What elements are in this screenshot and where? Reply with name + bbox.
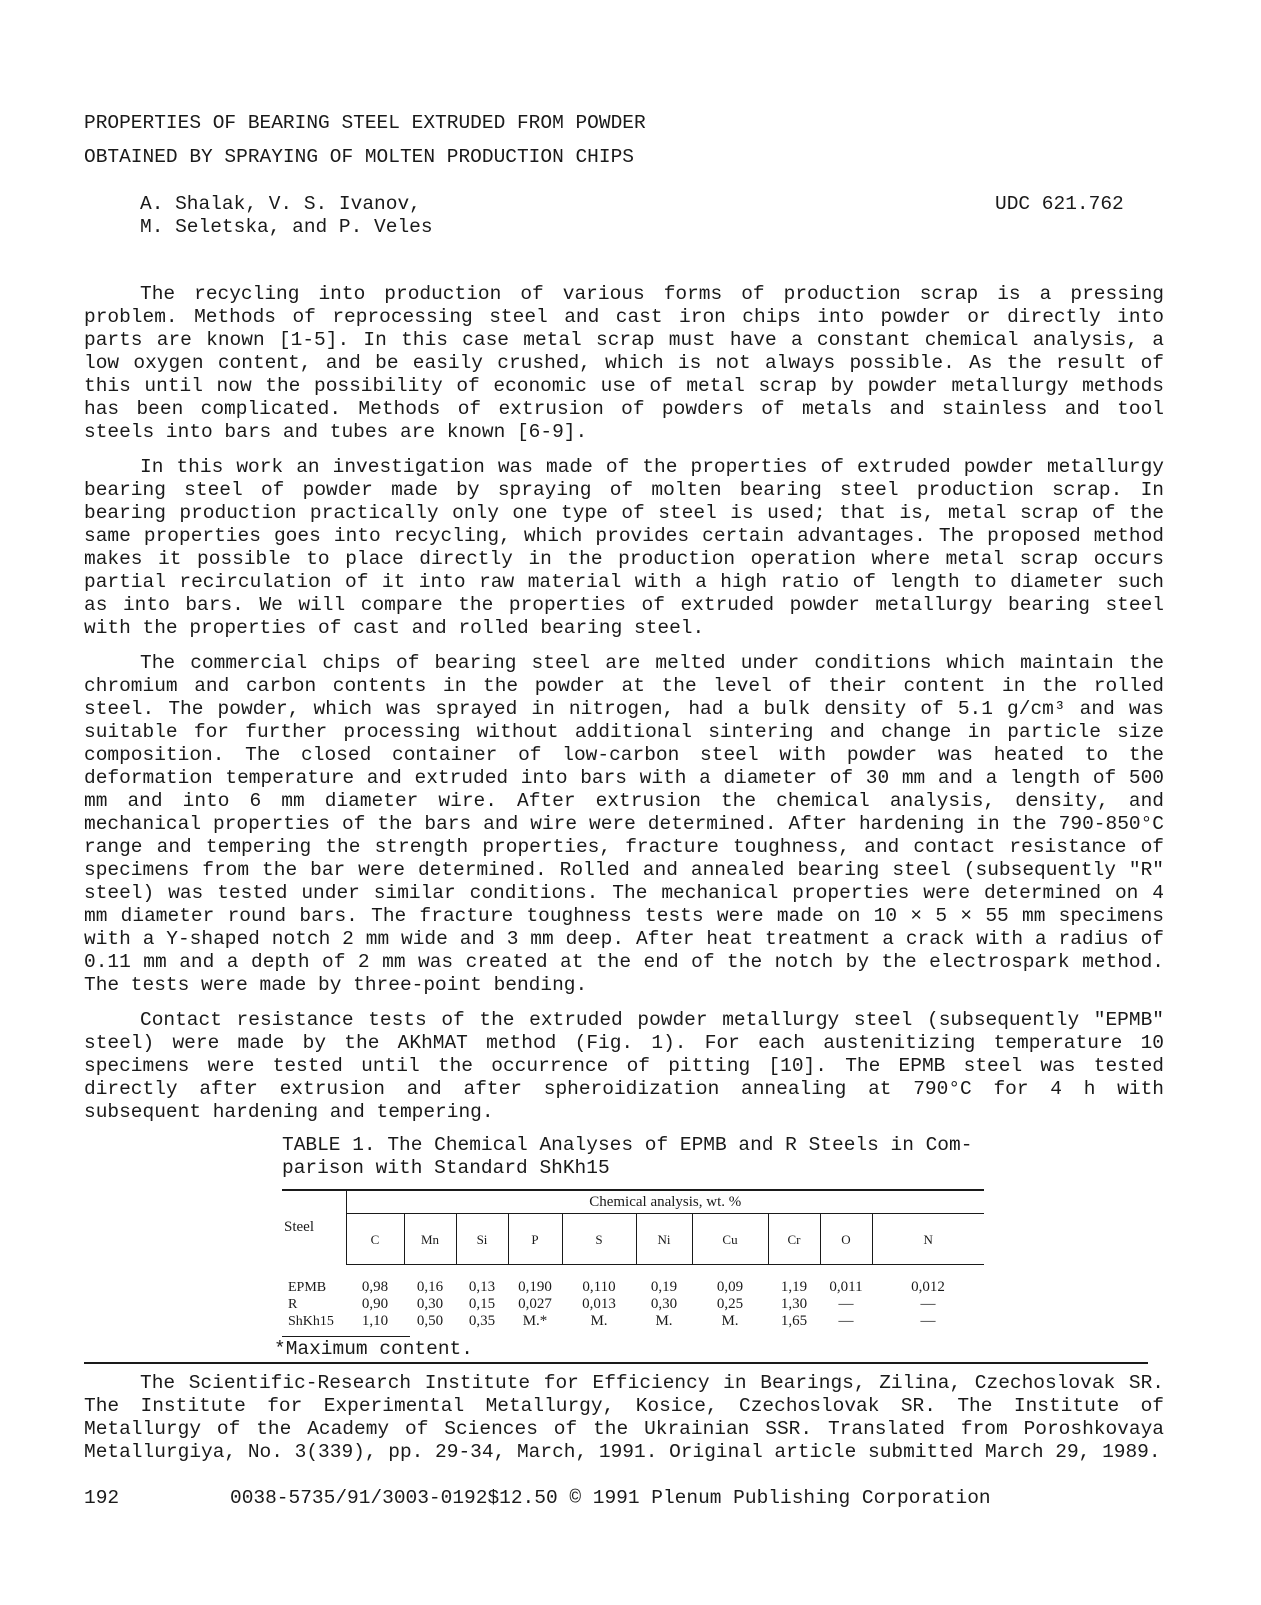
table-footnote-rule [282,1336,410,1337]
table-cell: 0,35 [468,1313,496,1329]
table-cell: 0,19 [650,1279,678,1295]
affiliation-note: The Scientific-Research Institute for Efficiency in Bearings, Zilina, Czechoslovak SR. The Institute for Experimental Metallurgy, Kosice, Czechoslovak SR. The Institute of Metallurgy of the Academy of Sciences of the Ukrainian SSR. Translated from Poroshkovaya Metallurgiya, No. 3(339), pp. 29-34, March, 1991. Original article submitted March 29, 1989. [84,1372,1164,1463]
element-header: N [872,1214,984,1265]
table-cell: 0,13 [468,1279,496,1295]
element-header: Mn [404,1214,456,1265]
paragraph-2: In this work an investigation was made of the properties of extruded powder metallurgy bearing steel of powder made by spraying of molten bearing steel production scrap. In bearing production practically only one type of steel is used; that is, metal scrap of the same properties goes into recycling, which provides certain advantages. The proposed method makes it possible to place directly in the production operation where metal scrap occurs partial recirculation of it into raw material with a high ratio of length to diameter such as into bars. We will compare the properties of extruded powder metallurgy bearing steel with the properties of cast and rolled bearing steel. [84,456,1164,639]
table-cell: 0,30 [650,1296,678,1312]
steel-name: R [288,1297,298,1312]
table-cell: 1,19 [780,1279,808,1295]
publication-code: 0038-5735/91/3003-0192$12.50 © 1991 Plenum Publishing Corporation [230,1487,991,1509]
element-header: P [508,1214,562,1265]
table-cell: 0,16 [416,1279,444,1295]
authors-line-1: A. Shalak, V. S. Ivanov, [140,193,421,215]
table-caption-line-1: TABLE 1. The Chemical Analyses of EPMB and R Steels in Com- [282,1134,973,1156]
table-cell: 1,10 [361,1313,389,1329]
element-header: O [820,1214,872,1265]
chemical-analysis-table [282,1189,984,1330]
table-cell: 0,013 [582,1296,616,1312]
element-header: Ni [636,1214,692,1265]
table-cell: 0,25 [716,1296,744,1312]
steel-name: EPMB [288,1279,327,1295]
table-row [282,1313,984,1330]
element-header: C [346,1214,404,1265]
steel-column-header: Steel [282,1190,346,1265]
element-header: S [562,1214,636,1265]
steel-name: ShKh15 [288,1314,334,1329]
table-caption [282,1134,982,1180]
table-cell: 0,30 [416,1296,444,1312]
table-cell: 0,50 [416,1313,444,1329]
table-cell: — [920,1296,936,1312]
chemical-analysis-header: Chemical analysis, wt. % [346,1190,984,1214]
table-cell: 0,98 [361,1279,389,1295]
element-header-row [282,1214,984,1265]
table-footnote: *Maximum content. [274,1338,473,1360]
paragraph-1: The recycling into production of various forms of production scrap is a pressing problem. Methods of reprocessing steel and cast iron chips into powder or directly into parts are known [1-5]. In this case metal scrap must have a constant chemical analysis, a low oxygen content, and be easily crushed, which is not always possible. As the result of this until now the possibility of economic use of metal scrap by powder metallurgy methods has been complicated. Methods of extrusion of powders of metals and stainless and tool steels into bars and tubes are known [6-9]. [84,283,1164,443]
table-row [282,1296,984,1313]
article-body [84,283,1164,1136]
element-header: Si [456,1214,508,1265]
table-cell: 0,027 [518,1296,552,1312]
table-cell: — [920,1313,936,1329]
element-header: Cu [692,1214,768,1265]
table-cell: 1,65 [780,1313,808,1329]
page-divider [84,1362,1148,1364]
table-cell: — [838,1313,854,1329]
table-cell: 1,30 [780,1296,808,1312]
table-caption-line-2: parison with Standard ShKh15 [282,1157,610,1179]
table-cell: 0,09 [716,1279,744,1295]
authors [140,193,433,239]
table-cell: 0,90 [361,1296,389,1312]
table-cell: 0,110 [582,1279,616,1295]
paragraph-4: Contact resistance tests of the extruded powder metallurgy steel (subsequently "EPMB" steel) were made by the AKhMAT method (Fig. 1). For each austenitizing temperature 10 specimens were tested until the occurrence of pitting [10]. The EPMB steel was tested directly after extrusion and after spheroidization annealing at 790°C for 4 h with subsequent hardening and tempering. [84,1009,1164,1123]
article-title [84,112,646,180]
page-number: 192 [84,1487,120,1509]
table-row [282,1265,984,1297]
udc-code: UDC 621.762 [995,193,1124,215]
authors-line-2: M. Seletska, and P. Veles [140,216,433,238]
table-cell: M. [590,1313,608,1329]
paragraph-3: The commercial chips of bearing steel are melted under conditions which maintain the chromium and carbon contents in the powder at the level of their content in the rolled steel. The powder, which was sprayed in nitrogen, had a bulk density of 5.1 g/cm³ and was suitable for further processing without additional sintering and change in particle size composition. The closed container of low-carbon steel with powder was heated to the deformation temperature and extruded into bars with a diameter of 30 mm and a length of 500 mm and into 6 mm diameter wire. After extrusion the chemical analysis, density, and mechanical properties of the bars and wire were determined. After hardening in the 790-850°C range and tempering the strength properties, fracture toughness, and contact resistance of specimens from the bar were determined. Rolled and annealed bearing steel (subsequently "R" steel) was tested under similar conditions. The mechanical properties were determined on 4 mm diameter round bars. The fracture toughness tests were made on 10 × 5 × 55 mm specimens with a Y-shaped notch 2 mm wide and 3 mm deep. After heat treatment a crack with a radius of 0.11 mm and a depth of 2 mm was created at the end of the notch by the electrospark method. The tests were made by three-point bending. [84,652,1164,996]
element-header: Cr [768,1214,820,1265]
title-line-1: PROPERTIES OF BEARING STEEL EXTRUDED FROM POWDER [84,112,646,134]
table-cell: 0,15 [468,1296,496,1312]
table-cell: M.* [522,1313,548,1329]
table-cell: 0,012 [911,1279,945,1295]
table-cell: M. [721,1313,739,1329]
title-line-2: OBTAINED BY SPRAYING OF MOLTEN PRODUCTION CHIPS [84,146,634,168]
table-cell: 0,011 [829,1279,863,1295]
table-cell: M. [655,1313,673,1329]
table-cell: 0,190 [518,1279,552,1295]
table-cell: — [838,1296,854,1312]
